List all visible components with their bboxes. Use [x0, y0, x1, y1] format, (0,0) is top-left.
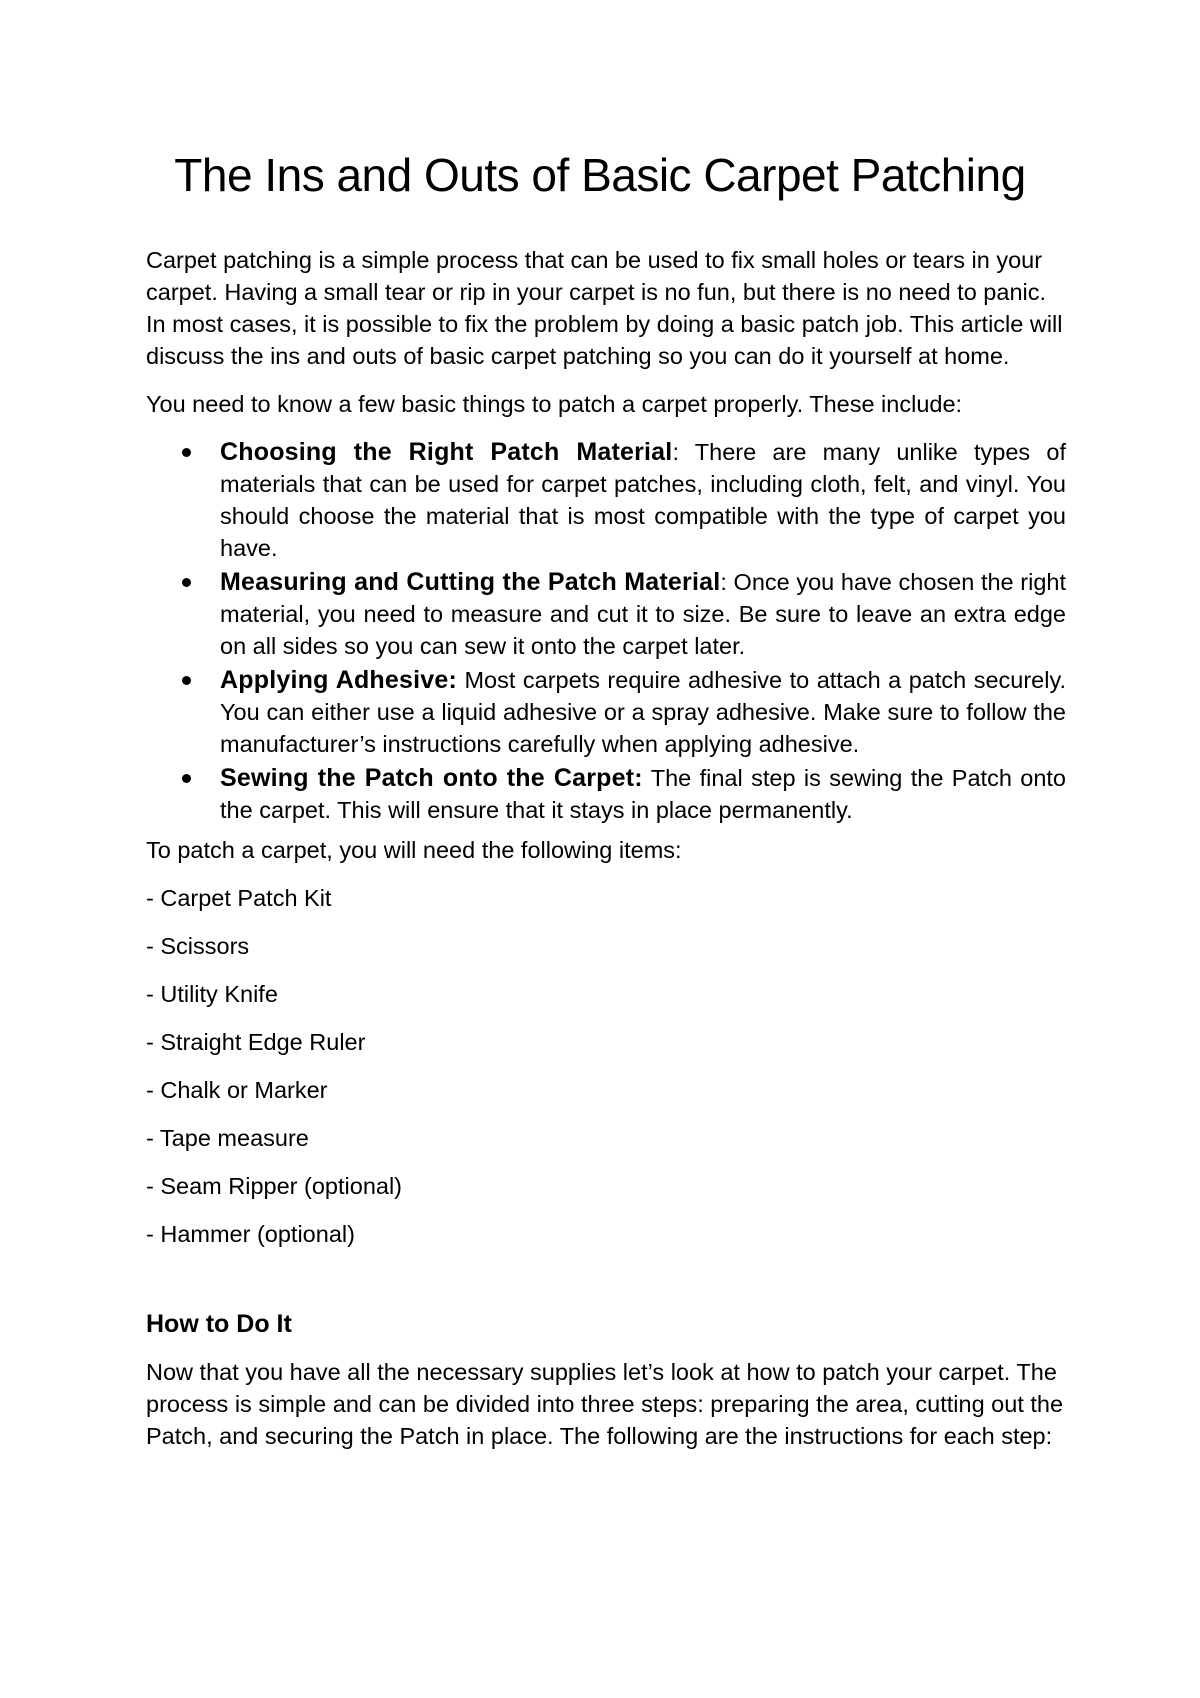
bullet-term: Applying Adhesive: [220, 666, 457, 694]
bullet-text: Once you have chosen the right material, you need to measure and cut it to size. Be sure to leave an extra edge on all sides so you can sew it onto the carpet later. [220, 569, 1066, 659]
supplies-list [146, 882, 1066, 1250]
supply-item: - Carpet Patch Kit [146, 885, 332, 911]
bullet-text: Most carpets require adhesive to attach a patch securely. You can either use a liquid adhesive or a spray adhesive. Make sure to follow the manufacturer’s instructions carefully when applying adhesive. [220, 667, 1066, 757]
bullet-icon [182, 578, 191, 587]
bullet-icon [182, 774, 191, 783]
supply-item: - Hammer (optional) [146, 1221, 355, 1247]
list-item [146, 566, 1066, 662]
list-item [146, 762, 1066, 826]
section-paragraph: Now that you have all the necessary supplies let’s look at how to patch your carpet. The process is simple and can be divided into three steps: preparing the area, cutting out the Patch, and securing the Patch in place. The following are the instructions for each step: [146, 1359, 1064, 1449]
document-body [146, 244, 1066, 1468]
bullet-icon [182, 676, 191, 685]
lead-in-paragraph: You need to know a few basic things to patch a carpet properly. These include: [146, 391, 963, 417]
supply-item: - Chalk or Marker [146, 1077, 328, 1103]
bullet-separator: : [720, 569, 727, 595]
list-item [146, 664, 1066, 760]
bullet-text: The final step is sewing the Patch onto the carpet. This will ensure that it stays in place permanently. [220, 765, 1066, 823]
bullet-term: Choosing the Right Patch Material [220, 438, 673, 466]
bullet-text: There are many unlike types of materials that can be used for carpet patches, including cloth, felt, and vinyl. You should choose the material that is most compatible with the type of carpet you have. [220, 439, 1066, 561]
supply-item: - Straight Edge Ruler [146, 1029, 366, 1055]
basics-list [146, 436, 1066, 826]
supply-item: - Scissors [146, 933, 250, 959]
bullet-term: Measuring and Cutting the Patch Material [220, 568, 721, 596]
list-item [146, 436, 1066, 564]
supply-item: - Seam Ripper (optional) [146, 1173, 402, 1199]
document-title: The Ins and Outs of Basic Carpet Patching [174, 149, 1026, 201]
supply-item: - Utility Knife [146, 981, 278, 1007]
bullet-separator: : [672, 439, 679, 465]
bullet-icon [182, 448, 191, 457]
bullet-term: Sewing the Patch onto the Carpet: [220, 764, 643, 792]
section-heading: How to Do It [146, 1310, 292, 1338]
supply-item: - Tape measure [146, 1125, 309, 1151]
items-intro-paragraph: To patch a carpet, you will need the following items: [146, 837, 682, 863]
intro-paragraph: Carpet patching is a simple process that can be used to fix small holes or tears in your carpet. Having a small tear or rip in your carpet is no fun, but there is no need to panic. In most cases, it is possible to fix the problem by doing a basic patch job. This article will discuss the ins and outs of basic carpet patching so you can do it yourself at home. [146, 247, 1063, 369]
